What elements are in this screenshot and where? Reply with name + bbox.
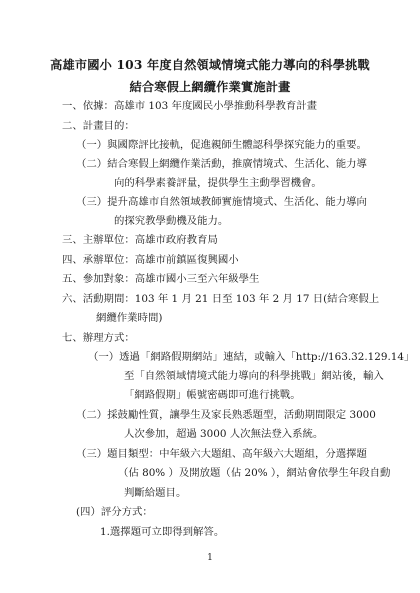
method-item-1: （一）透過「網路假期網站」連結，或輸入「http://163.32.129.14」 — [88, 351, 415, 363]
purpose-item-3-cont: 的探究教學動機及能力。 — [114, 215, 229, 227]
method-item-3: （三）題目類型：中年級六大題組、高年級六大題組，分選擇題 — [76, 448, 367, 460]
method-item-2: （二）採鼓勵性質，讓學生及家長熟悉題型，活動期間限定 3000 — [76, 409, 376, 421]
section-basis: 一、依據：高雄市 103 年度國民小學推動科學教育計畫 — [62, 100, 318, 112]
purpose-item-1: （一）與國際評比接軌，促進親師生體認科學探究能力的重要。 — [76, 139, 367, 151]
section-organizer: 三、主辦單位：高雄市政府教育局 — [62, 234, 218, 246]
method-item-2-cont: 人次參加，超過 3000 人次無法登入系統。 — [124, 428, 324, 440]
method-item-3-cont-2: 判斷給題目。 — [124, 487, 187, 499]
section-activity-period-cont: 網纜作業時間) — [96, 312, 163, 324]
document-title-line-1: 高雄市國小 103 年度自然領域情境式能力導向的科學挑戰 — [50, 58, 370, 72]
section-participants: 五、參加對象：高雄市國小三至六年級學生 — [62, 273, 260, 285]
section-activity-period: 六、活動期間：103 年 1 月 21 日至 103 年 2 月 17 日(結合寒假上 — [62, 293, 380, 305]
document-title-line-2: 結合寒假上網纜作業實施計畫 — [129, 80, 291, 94]
method-item-3-cont-1: （佔 80% ）及開放題（佔 20% ），網站會依學生年段自動 — [118, 467, 391, 479]
section-method-heading: 七、辦理方式： — [62, 332, 135, 344]
purpose-item-3: （三）提升高雄市自然領域教師實施情境式、生活化、能力導向 — [76, 196, 367, 208]
purpose-item-2: （二）結合寒假上網纜作業活動，推廣情境式、生活化、能力導 — [76, 158, 367, 170]
method-item-1-cont-2: 「網路假期」帳號密碼即可進行挑戰。 — [124, 389, 301, 401]
page-number: 1 — [207, 553, 213, 563]
purpose-item-2-cont: 向的科學素養評量，提供學生主動學習機會。 — [114, 177, 322, 189]
method-item-4-point-1: 1.選擇題可立即得到解答。 — [100, 526, 225, 538]
section-purpose-heading: 二、計畫目的： — [62, 120, 135, 132]
method-item-1-cont-1: 至「自然領域情境式能力導向的科學挑戰」網站後，輸入 — [124, 370, 384, 382]
method-item-4-heading: (四）評分方式： — [76, 506, 153, 518]
section-host: 四、承辦單位：高雄市前鎮區復興國小 — [62, 254, 239, 266]
